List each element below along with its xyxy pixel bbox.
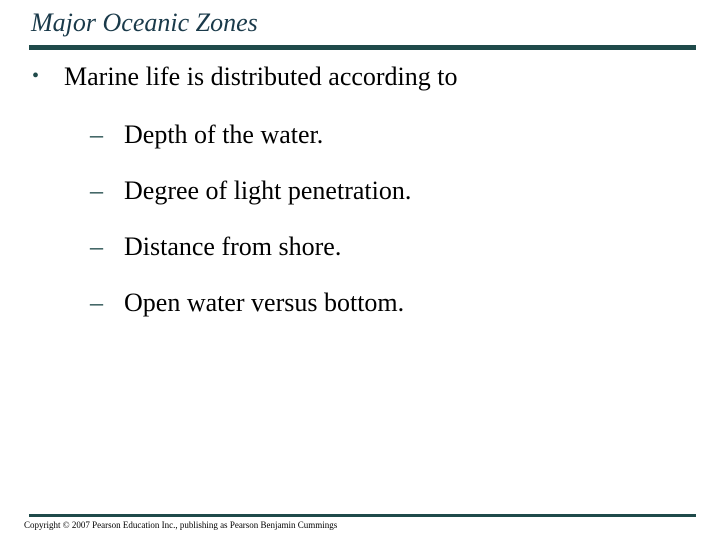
sub-bullet-item bbox=[90, 230, 411, 286]
sub-bullet-list bbox=[90, 118, 411, 342]
footer-divider bbox=[29, 514, 696, 517]
sub-bullet-text: Distance from shore. bbox=[124, 232, 342, 261]
dash-marker: – bbox=[90, 176, 103, 205]
dash-marker: – bbox=[90, 288, 103, 317]
sub-bullet-item bbox=[90, 286, 411, 342]
slide-title: Major Oceanic Zones bbox=[31, 8, 258, 37]
main-bullet bbox=[32, 62, 458, 92]
sub-bullet-text: Depth of the water. bbox=[124, 120, 324, 149]
dash-marker: – bbox=[90, 120, 103, 149]
main-bullet-text: Marine life is distributed according to bbox=[64, 62, 458, 91]
sub-bullet-text: Degree of light penetration. bbox=[124, 176, 412, 205]
sub-bullet-text: Open water versus bottom. bbox=[124, 288, 405, 317]
copyright-footer: Copyright © 2007 Pearson Education Inc., publishing as Pearson Benjamin Cummings bbox=[24, 520, 338, 530]
dash-marker: – bbox=[90, 232, 103, 261]
title-divider bbox=[29, 45, 696, 50]
bullet-marker: • bbox=[32, 65, 40, 87]
sub-bullet-item bbox=[90, 118, 411, 174]
sub-bullet-item bbox=[90, 174, 411, 230]
